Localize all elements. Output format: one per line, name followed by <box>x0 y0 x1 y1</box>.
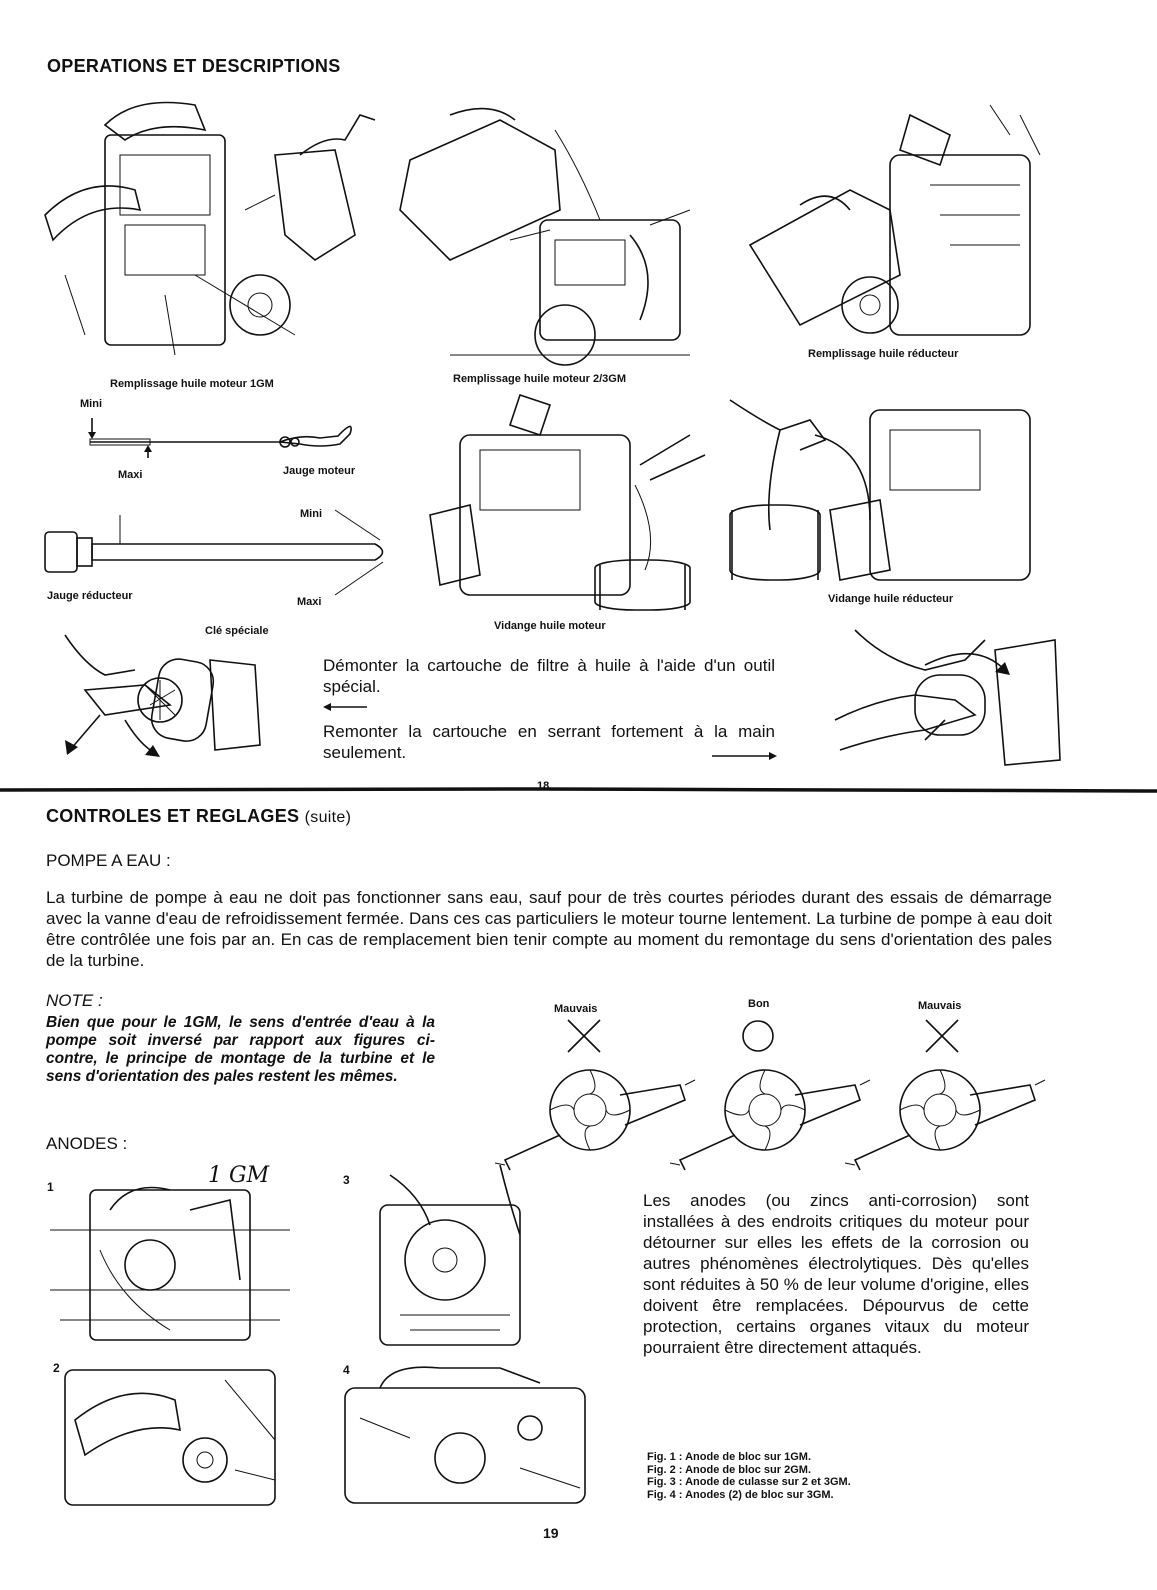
section-title-controles: CONTROLES ET REGLAGES (suite) <box>46 806 352 826</box>
note-label: NOTE : <box>46 991 103 1010</box>
dipstick-engine-diagram <box>80 408 370 468</box>
label-maxi-reducer: Maxi <box>297 596 322 608</box>
label-special-key: Clé spéciale <box>205 625 269 637</box>
illustration-filter-removal <box>45 625 295 775</box>
fig-caption-4: Fig. 4 : Anodes (2) de bloc sur 3GM. <box>647 1488 834 1501</box>
circle-ok-icon <box>743 1021 773 1051</box>
impeller-orientation-diagram <box>500 1015 1060 1165</box>
label-engine-gauge: Jauge moteur <box>283 465 356 477</box>
photo-number-1: 1 <box>47 1180 54 1194</box>
photo-anode-fig3 <box>360 1165 540 1355</box>
filter-refit-text: Remonter la cartouche en serrant fortement à la main seulement. <box>323 722 775 762</box>
arrow-left-icon <box>323 702 368 712</box>
fig-caption-1: Fig. 1 : Anode de bloc sur 1GM. <box>647 1451 811 1463</box>
water-pump-paragraph: La turbine de pompe à eau ne doit pas fonctionner sans eau, sauf pour de très courtes périodes durant des essais de démarrage avec la vanne d'eau de refroidissement fermée. Dans ces cas particuliers le moteur tourne lentement. La turbine de pompe à eau doit être contrôlée une fois par an. En cas de remplacement bien tenir compte au moment du remontage du sens d'orientation des pales de la turbine. <box>46 888 1052 970</box>
impeller-label-bad-1: Mauvais <box>554 1003 598 1015</box>
arrow-right-icon <box>712 751 777 761</box>
dipstick-reducer-diagram <box>45 510 395 600</box>
illustration-drain-engine-oil <box>420 395 710 615</box>
photo-number-3: 3 <box>343 1173 350 1187</box>
label-mini-engine: Mini <box>80 398 102 410</box>
caption-drain-engine: Vidange huile moteur <box>494 620 606 632</box>
small-page-number: 18 <box>537 780 550 792</box>
caption-fill-reducer: Remplissage huile réducteur <box>808 348 959 360</box>
photo-anode-fig1 <box>50 1170 290 1355</box>
section-title-operations: OPERATIONS ET DESCRIPTIONS <box>47 56 341 76</box>
caption-fill-23gm: Remplissage huile moteur 2/3GM <box>453 373 626 385</box>
label-maxi-engine: Maxi <box>118 469 143 481</box>
anodes-paragraph: Les anodes (ou zincs anti-corrosion) sont installées à des endroits critiques du moteur pour détourner sur elles les effets de la corrosion ou autres phénomènes électrolytiques. Dès qu'elles sont réduites à 50 % de leur volume d'origine, elles doivent être remplacées. Dépourvus de cette protection, certains organes vitaux du moteur pourraient être directement attaqués. <box>643 1191 1029 1357</box>
photo-number-4: 4 <box>343 1363 350 1377</box>
heading-anodes: ANODES : <box>46 1134 128 1153</box>
fig-caption-3: Fig. 3 : Anode de culasse sur 2 et 3GM. <box>647 1476 851 1488</box>
illustration-drain-reducer-oil <box>720 390 1060 590</box>
illustration-filter-refit <box>825 620 1065 775</box>
filter-remove-text: Démonter la cartouche de filtre à huile à l'aide d'un outil spécial. <box>323 656 775 696</box>
label-reducer-gauge: Jauge réducteur <box>47 590 133 602</box>
fig-caption-2: Fig. 2 : Anode de bloc sur 2GM. <box>647 1463 811 1476</box>
impeller-label-good: Bon <box>748 998 770 1010</box>
page-number: 19 <box>543 1525 559 1541</box>
caption-fill-1gm: Remplissage huile moteur 1GM <box>110 378 274 390</box>
heading-water-pump: POMPE A EAU : <box>46 851 171 870</box>
page-separator <box>0 784 1157 796</box>
photo-number-2: 2 <box>53 1361 60 1375</box>
cross-icon <box>568 1020 600 1052</box>
illustration-fill-oil-23gm <box>390 100 720 365</box>
cross-icon <box>926 1020 958 1052</box>
handwritten-note: 1 GM <box>208 1163 270 1188</box>
caption-drain-reducer: Vidange huile réducteur <box>828 593 954 605</box>
note-text: Bien que pour le 1GM, le sens d'entrée d'eau à la pompe soit inversé par rapport aux figures ci-contre, le principe de montage de la turbine et le sens d'orientation des pales restent les mêmes. <box>46 1014 435 1085</box>
photo-anode-fig2 <box>45 1360 295 1510</box>
illustration-fill-reducer-oil <box>740 95 1060 345</box>
label-mini-reducer: Mini <box>300 508 322 520</box>
photo-anode-fig4 <box>320 1358 610 1508</box>
impeller-label-bad-2: Mauvais <box>918 1000 962 1012</box>
fig-captions <box>647 1451 851 1501</box>
illustration-fill-oil-1gm <box>45 95 375 375</box>
